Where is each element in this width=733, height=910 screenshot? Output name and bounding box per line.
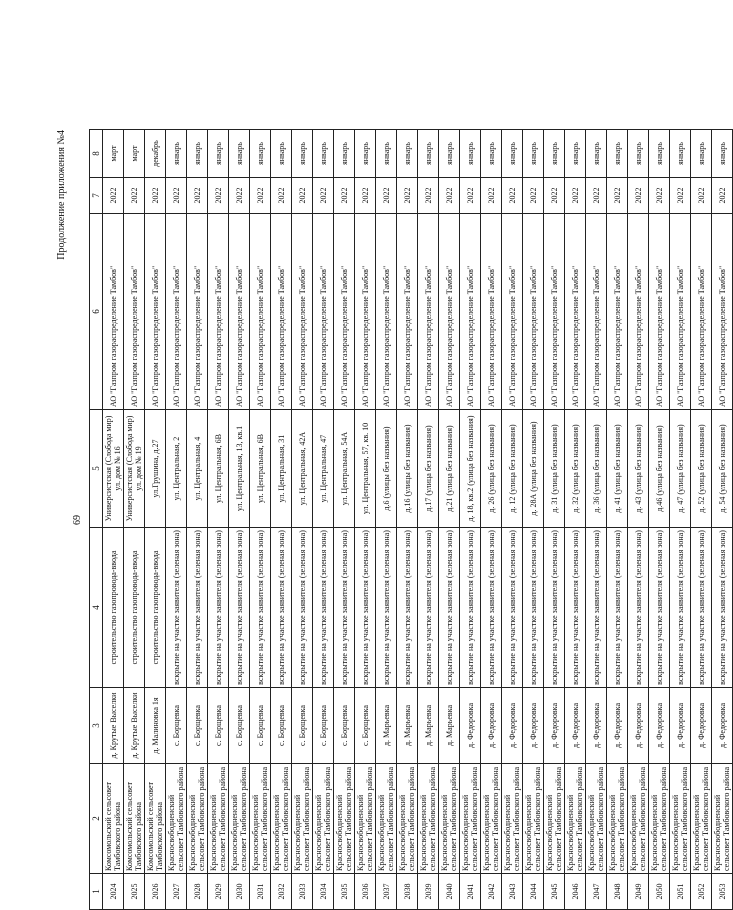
locality-cell: д. Федоровка <box>649 688 670 764</box>
year-cell: 2022 <box>418 178 439 214</box>
address-cell: д. 52 (улица без названия) <box>691 410 712 528</box>
row-number: 2025 <box>124 874 145 910</box>
address-cell: д.46 (улица без названия) <box>649 410 670 528</box>
organization-cell: АО "Газпром газораспределение Тамбов" <box>649 214 670 410</box>
year-cell: 2022 <box>124 178 145 214</box>
table-row <box>670 130 691 910</box>
work-type-cell: вскрытие на участке заявителя (зеленая зона) <box>313 528 334 688</box>
year-cell: 2022 <box>607 178 628 214</box>
column-header: 5 <box>90 410 103 528</box>
work-type-cell: вскрытие на участке заявителя (зеленая зона) <box>481 528 502 688</box>
work-type-cell: вскрытие на участке заявителя (зеленая зона) <box>187 528 208 688</box>
month-cell: январь <box>397 130 418 178</box>
address-cell: ул. Центральная, 6В <box>250 410 271 528</box>
district-cell: Красносвободненский сельсовет Тамбовского района <box>460 764 481 874</box>
work-type-cell: строительство газопровода-ввода <box>103 528 124 688</box>
year-cell: 2022 <box>313 178 334 214</box>
district-cell: Красносвободненский сельсовет Тамбовского района <box>586 764 607 874</box>
work-type-cell: вскрытие на участке заявителя (зеленая зона) <box>397 528 418 688</box>
organization-cell: АО "Газпром газораспределение Тамбов" <box>607 214 628 410</box>
row-number: 2024 <box>103 874 124 910</box>
row-number: 2039 <box>418 874 439 910</box>
organization-cell: АО "Газпром газораспределение Тамбов" <box>397 214 418 410</box>
district-cell: Красносвободненский сельсовет Тамбовского района <box>208 764 229 874</box>
year-cell: 2022 <box>628 178 649 214</box>
month-cell: январь <box>334 130 355 178</box>
organization-cell: АО "Газпром газораспределение Тамбов" <box>166 214 187 410</box>
month-cell: март <box>124 130 145 178</box>
locality-cell: с. Борщевка <box>250 688 271 764</box>
locality-cell: д. Федоровка <box>691 688 712 764</box>
address-cell: ул. Центральная, 42А <box>292 410 313 528</box>
organization-cell: АО "Газпром газораспределение Тамбов" <box>292 214 313 410</box>
organization-cell: АО "Газпром газораспределение Тамбов" <box>439 214 460 410</box>
organization-cell: АО "Газпром газораспределение Тамбов" <box>565 214 586 410</box>
year-cell: 2022 <box>691 178 712 214</box>
organization-cell: АО "Газпром газораспределение Тамбов" <box>670 214 691 410</box>
organization-cell: АО "Газпром газораспределение Тамбов" <box>250 214 271 410</box>
month-cell: январь <box>166 130 187 178</box>
district-cell: Красносвободненский сельсовет Тамбовского района <box>502 764 523 874</box>
table-row <box>229 130 250 910</box>
locality-cell: д. Федоровка <box>523 688 544 764</box>
column-header: 4 <box>90 528 103 688</box>
district-cell: Красносвободненский сельсовет Тамбовского района <box>544 764 565 874</box>
address-cell: д.16 (улицы без названия) <box>397 410 418 528</box>
address-cell: ул. Центральная, 47 <box>313 410 334 528</box>
locality-cell: д. Федоровка <box>460 688 481 764</box>
locality-cell: д. Марьевка <box>397 688 418 764</box>
address-cell: д. 54 (улица без названия) <box>712 410 733 528</box>
work-type-cell: вскрытие на участке заявителя (зеленая зона) <box>418 528 439 688</box>
district-cell: Красносвободненский сельсовет Тамбовского района <box>565 764 586 874</box>
district-cell: Красносвободненский сельсовет Тамбовского района <box>376 764 397 874</box>
month-cell: январь <box>628 130 649 178</box>
address-cell: д.21 (улица без названия) <box>439 410 460 528</box>
year-cell: 2022 <box>586 178 607 214</box>
work-type-cell: вскрытие на участке заявителя (зеленая зона) <box>334 528 355 688</box>
month-cell: январь <box>481 130 502 178</box>
district-cell: Красносвободненский сельсовет Тамбовского района <box>355 764 376 874</box>
row-number: 2038 <box>397 874 418 910</box>
table-row <box>628 130 649 910</box>
locality-cell: д. Федоровка <box>502 688 523 764</box>
row-number: 2032 <box>271 874 292 910</box>
column-header: 6 <box>90 214 103 410</box>
district-cell: Красносвободненский сельсовет Тамбовского района <box>628 764 649 874</box>
year-cell: 2022 <box>376 178 397 214</box>
month-cell: январь <box>439 130 460 178</box>
month-cell: январь <box>460 130 481 178</box>
row-number: 2041 <box>460 874 481 910</box>
year-cell: 2022 <box>334 178 355 214</box>
month-cell: январь <box>712 130 733 178</box>
year-cell: 2022 <box>355 178 376 214</box>
column-number-row <box>90 130 103 910</box>
row-number: 2053 <box>712 874 733 910</box>
table-row <box>418 130 439 910</box>
work-type-cell: вскрытие на участке заявителя (зеленая зона) <box>586 528 607 688</box>
work-type-cell: вскрытие на участке заявителя (зеленая зона) <box>460 528 481 688</box>
year-cell: 2022 <box>544 178 565 214</box>
locality-cell: с. Борщевка <box>355 688 376 764</box>
work-type-cell: вскрытие на участке заявителя (зеленая зона) <box>523 528 544 688</box>
month-cell: январь <box>607 130 628 178</box>
district-cell: Красносвободненский сельсовет Тамбовского района <box>523 764 544 874</box>
locality-cell: д. Малиновка 1я <box>145 688 166 764</box>
work-type-cell: вскрытие на участке заявителя (зеленая зона) <box>691 528 712 688</box>
row-number: 2028 <box>187 874 208 910</box>
table-row <box>124 130 145 910</box>
table-row <box>250 130 271 910</box>
row-number: 2040 <box>439 874 460 910</box>
work-type-cell: вскрытие на участке заявителя (зеленая зона) <box>376 528 397 688</box>
month-cell: январь <box>355 130 376 178</box>
column-header: 8 <box>90 130 103 178</box>
appendix-continuation-note: Продолжение приложения №4 <box>56 130 67 260</box>
year-cell: 2022 <box>229 178 250 214</box>
table-row <box>649 130 670 910</box>
work-type-cell: вскрытие на участке заявителя (зеленая зона) <box>544 528 565 688</box>
district-cell: Красносвободненский сельсовет Тамбовского района <box>250 764 271 874</box>
district-cell: Красносвободненский сельсовет Тамбовского района <box>481 764 502 874</box>
district-cell: Комсомольский сельсовет Тамбовского района <box>103 764 124 874</box>
table-row <box>586 130 607 910</box>
table-row <box>544 130 565 910</box>
locality-cell: с. Борщевка <box>187 688 208 764</box>
organization-cell: АО "Газпром газораспределение Тамбов" <box>271 214 292 410</box>
table-row <box>565 130 586 910</box>
work-type-cell: вскрытие на участке заявителя (зеленая зона) <box>250 528 271 688</box>
work-type-cell: вскрытие на участке заявителя (зеленая зона) <box>628 528 649 688</box>
month-cell: январь <box>544 130 565 178</box>
year-cell: 2022 <box>481 178 502 214</box>
organization-cell: АО "Газпром газораспределение Тамбов" <box>544 214 565 410</box>
address-cell: ул. Центральная, 13, кв.1 <box>229 410 250 528</box>
organization-cell: АО "Газпром газораспределение Тамбов" <box>460 214 481 410</box>
table-row <box>502 130 523 910</box>
year-cell: 2022 <box>523 178 544 214</box>
district-cell: Красносвободненский сельсовет Тамбовского района <box>439 764 460 874</box>
table-row <box>691 130 712 910</box>
row-number: 2046 <box>565 874 586 910</box>
organization-cell: АО "Газпром газораспределение Тамбов" <box>481 214 502 410</box>
month-cell: январь <box>418 130 439 178</box>
organization-cell: АО "Газпром газораспределение Тамбов" <box>376 214 397 410</box>
row-number: 2047 <box>586 874 607 910</box>
table-row <box>313 130 334 910</box>
row-number: 2043 <box>502 874 523 910</box>
year-cell: 2022 <box>502 178 523 214</box>
month-cell: январь <box>208 130 229 178</box>
row-number: 2048 <box>607 874 628 910</box>
organization-cell: АО "Газпром газораспределение Тамбов" <box>334 214 355 410</box>
row-number: 2027 <box>166 874 187 910</box>
locality-cell: д. Крутые Выселки <box>103 688 124 764</box>
year-cell: 2022 <box>208 178 229 214</box>
column-header: 7 <box>90 178 103 214</box>
address-cell: ул. Центральная, 31 <box>271 410 292 528</box>
address-cell: Универсистская (Слобода мир) ул. дом № 16 <box>103 410 124 528</box>
address-cell: ул. Центральная, 4 <box>187 410 208 528</box>
district-cell: Красносвободненский сельсовет Тамбовского района <box>691 764 712 874</box>
district-cell: Красносвободненский сельсовет Тамбовского района <box>397 764 418 874</box>
year-cell: 2022 <box>565 178 586 214</box>
address-cell: д. 41 (улица без названия) <box>607 410 628 528</box>
locality-cell: с. Борщевка <box>313 688 334 764</box>
district-cell: Красносвободненский сельсовет Тамбовского района <box>670 764 691 874</box>
year-cell: 2022 <box>439 178 460 214</box>
work-type-cell: вскрытие на участке заявителя (зеленая зона) <box>355 528 376 688</box>
year-cell: 2022 <box>712 178 733 214</box>
row-number: 2035 <box>334 874 355 910</box>
address-cell: д.17 (улица без названия) <box>418 410 439 528</box>
address-cell: д. 28А (улица без названия) <box>523 410 544 528</box>
table-row <box>292 130 313 910</box>
address-cell: ул. Центральная, 54А <box>334 410 355 528</box>
address-cell: ул.Грушина, д.27 <box>145 410 166 528</box>
district-cell: Красносвободненский сельсовет Тамбовского района <box>292 764 313 874</box>
table-body <box>90 130 733 910</box>
locality-cell: с. Борщевка <box>334 688 355 764</box>
address-cell: д. 26 (улица без названия) <box>481 410 502 528</box>
district-cell: Красносвободненский сельсовет Тамбовского района <box>334 764 355 874</box>
district-cell: Комсомольский сельсовет Тамбовского района <box>124 764 145 874</box>
month-cell: январь <box>586 130 607 178</box>
work-type-cell: вскрытие на участке заявителя (зеленая зона) <box>439 528 460 688</box>
organization-cell: АО "Газпром газораспределение Тамбов" <box>145 214 166 410</box>
organization-cell: АО "Газпром газораспределение Тамбов" <box>691 214 712 410</box>
page-number: 69 <box>72 515 83 525</box>
district-cell: Красносвободненский сельсовет Тамбовского района <box>712 764 733 874</box>
work-type-cell: вскрытие на участке заявителя (зеленая зона) <box>208 528 229 688</box>
district-cell: Красносвободненский сельсовет Тамбовского района <box>418 764 439 874</box>
year-cell: 2022 <box>649 178 670 214</box>
row-number: 2031 <box>250 874 271 910</box>
table-row <box>187 130 208 910</box>
column-header: 1 <box>90 874 103 910</box>
year-cell: 2022 <box>250 178 271 214</box>
address-cell: д. 36 (улица без названия) <box>586 410 607 528</box>
locality-cell: д. Федоровка <box>628 688 649 764</box>
work-type-cell: вскрытие на участке заявителя (зеленая зона) <box>649 528 670 688</box>
row-number: 2052 <box>691 874 712 910</box>
address-cell: д. 12 (улица без названия) <box>502 410 523 528</box>
year-cell: 2022 <box>292 178 313 214</box>
table-row <box>607 130 628 910</box>
table-row <box>397 130 418 910</box>
locality-cell: д. Марьевка <box>376 688 397 764</box>
row-number: 2042 <box>481 874 502 910</box>
locality-cell: с. Борщевка <box>166 688 187 764</box>
locality-cell: д. Федоровка <box>544 688 565 764</box>
work-type-cell: строительство газопровода-ввода <box>145 528 166 688</box>
row-number: 2030 <box>229 874 250 910</box>
locality-cell: д. Крутые Выселки <box>124 688 145 764</box>
row-number: 2034 <box>313 874 334 910</box>
work-type-cell: вскрытие на участке заявителя (зеленая зона) <box>166 528 187 688</box>
district-cell: Комсомольский сельсовет Тамбовского района <box>145 764 166 874</box>
locality-cell: с. Борщевка <box>229 688 250 764</box>
work-type-cell: строительство газопровода-ввода <box>124 528 145 688</box>
organization-cell: АО "Газпром газораспределение Тамбов" <box>418 214 439 410</box>
year-cell: 2022 <box>397 178 418 214</box>
address-cell: д.6 (улицы без названия) <box>376 410 397 528</box>
row-number: 2026 <box>145 874 166 910</box>
address-cell: ул. Центральная, 2 <box>166 410 187 528</box>
row-number: 2037 <box>376 874 397 910</box>
month-cell: январь <box>229 130 250 178</box>
organization-cell: АО "Газпром газораспределение Тамбов" <box>229 214 250 410</box>
locality-cell: д. Марьевка <box>439 688 460 764</box>
table-row <box>166 130 187 910</box>
locality-cell: д. Федоровка <box>670 688 691 764</box>
district-cell: Красносвободненский сельсовет Тамбовского района <box>649 764 670 874</box>
table-row <box>355 130 376 910</box>
organization-cell: АО "Газпром газораспределение Тамбов" <box>103 214 124 410</box>
work-type-cell: вскрытие на участке заявителя (зеленая зона) <box>271 528 292 688</box>
address-cell: д. 18, кв.2 (улица без названия) <box>460 410 481 528</box>
month-cell: январь <box>565 130 586 178</box>
locality-cell: д. Марьевка <box>418 688 439 764</box>
district-cell: Красносвободненский сельсовет Тамбовского района <box>607 764 628 874</box>
year-cell: 2022 <box>460 178 481 214</box>
organization-cell: АО "Газпром газораспределение Тамбов" <box>313 214 334 410</box>
month-cell: январь <box>250 130 271 178</box>
locality-cell: д. Федоровка <box>481 688 502 764</box>
row-number: 2049 <box>628 874 649 910</box>
table-row <box>145 130 166 910</box>
month-cell: январь <box>313 130 334 178</box>
table-row <box>271 130 292 910</box>
row-number: 2036 <box>355 874 376 910</box>
work-schedule-table <box>89 129 733 910</box>
district-cell: Красносвободненский сельсовет Тамбовского района <box>313 764 334 874</box>
locality-cell: с. Борщевка <box>208 688 229 764</box>
locality-cell: д. Федоровка <box>712 688 733 764</box>
organization-cell: АО "Газпром газораспределение Тамбов" <box>502 214 523 410</box>
organization-cell: АО "Газпром газораспределение Тамбов" <box>355 214 376 410</box>
table-row <box>103 130 124 910</box>
locality-cell: д. Федоровка <box>607 688 628 764</box>
organization-cell: АО "Газпром газораспределение Тамбов" <box>124 214 145 410</box>
table-row <box>523 130 544 910</box>
organization-cell: АО "Газпром газораспределение Тамбов" <box>187 214 208 410</box>
work-type-cell: вскрытие на участке заявителя (зеленая зона) <box>670 528 691 688</box>
locality-cell: д. Федоровка <box>565 688 586 764</box>
month-cell: январь <box>292 130 313 178</box>
address-cell: д. 43 (улица без названия) <box>628 410 649 528</box>
organization-cell: АО "Газпром газораспределение Тамбов" <box>712 214 733 410</box>
organization-cell: АО "Газпром газораспределение Тамбов" <box>586 214 607 410</box>
month-cell: январь <box>502 130 523 178</box>
month-cell: январь <box>670 130 691 178</box>
work-type-cell: вскрытие на участке заявителя (зеленая зона) <box>565 528 586 688</box>
column-header: 2 <box>90 764 103 874</box>
table-row <box>460 130 481 910</box>
address-cell: ул. Центральная, 57, кв. 10 <box>355 410 376 528</box>
address-cell: д. 31 (улица без названия) <box>544 410 565 528</box>
table-row <box>481 130 502 910</box>
locality-cell: с. Борщевка <box>271 688 292 764</box>
column-header: 3 <box>90 688 103 764</box>
locality-cell: с. Борщевка <box>292 688 313 764</box>
rotated-page-content <box>52 130 731 910</box>
organization-cell: АО "Газпром газораспределение Тамбов" <box>523 214 544 410</box>
row-number: 2045 <box>544 874 565 910</box>
work-type-cell: вскрытие на участке заявителя (зеленая зона) <box>502 528 523 688</box>
month-cell: январь <box>187 130 208 178</box>
month-cell: январь <box>376 130 397 178</box>
organization-cell: АО "Газпром газораспределение Тамбов" <box>628 214 649 410</box>
table-row <box>439 130 460 910</box>
year-cell: 2022 <box>145 178 166 214</box>
work-type-cell: вскрытие на участке заявителя (зеленая зона) <box>712 528 733 688</box>
row-number: 2033 <box>292 874 313 910</box>
row-number: 2051 <box>670 874 691 910</box>
district-cell: Красносвободненский сельсовет Тамбовского района <box>187 764 208 874</box>
month-cell: март <box>103 130 124 178</box>
table-row <box>376 130 397 910</box>
year-cell: 2022 <box>166 178 187 214</box>
district-cell: Красносвободненский сельсовет Тамбовского района <box>229 764 250 874</box>
year-cell: 2022 <box>271 178 292 214</box>
address-cell: Универсистская (Слобода мир) ул. дом № 19 <box>124 410 145 528</box>
address-cell: д. 47 (улица без названия) <box>670 410 691 528</box>
month-cell: январь <box>523 130 544 178</box>
work-type-cell: вскрытие на участке заявителя (зеленая зона) <box>607 528 628 688</box>
locality-cell: д. Федоровка <box>586 688 607 764</box>
row-number: 2044 <box>523 874 544 910</box>
table-row <box>712 130 733 910</box>
address-cell: д. 32 (улица без названия) <box>565 410 586 528</box>
table-row <box>334 130 355 910</box>
row-number: 2029 <box>208 874 229 910</box>
district-cell: Красносвободненский сельсовет Тамбовского района <box>271 764 292 874</box>
district-cell: Красносвободненский сельсовет Тамбовского района <box>166 764 187 874</box>
work-type-cell: вскрытие на участке заявителя (зеленая зона) <box>229 528 250 688</box>
row-number: 2050 <box>649 874 670 910</box>
month-cell: январь <box>691 130 712 178</box>
organization-cell: АО "Газпром газораспределение Тамбов" <box>208 214 229 410</box>
year-cell: 2022 <box>670 178 691 214</box>
year-cell: 2022 <box>103 178 124 214</box>
month-cell: январь <box>649 130 670 178</box>
month-cell: январь <box>271 130 292 178</box>
year-cell: 2022 <box>187 178 208 214</box>
table-row <box>208 130 229 910</box>
address-cell: ул. Центральная, 6В <box>208 410 229 528</box>
month-cell: декабрь <box>145 130 166 178</box>
work-type-cell: вскрытие на участке заявителя (зеленая зона) <box>292 528 313 688</box>
